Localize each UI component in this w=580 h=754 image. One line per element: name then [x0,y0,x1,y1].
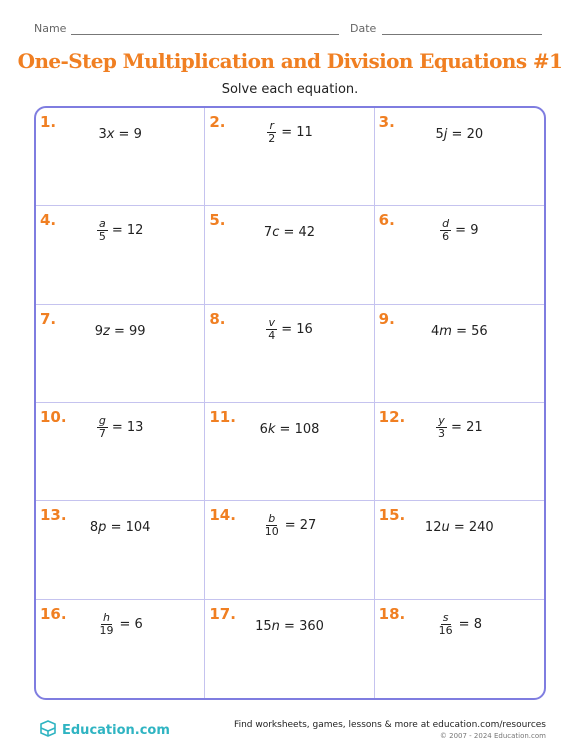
find-resources-text: Find worksheets, games, lessons & more at education.com/resources [234,720,546,730]
problem-cell[interactable] [375,501,544,599]
equals-sign: = [119,616,135,632]
equation [375,520,544,535]
right-hand-side: 6 [134,616,143,632]
equation [36,127,204,142]
equals-sign: = [451,323,472,339]
equation [205,225,373,240]
variable: h [103,610,110,624]
footer-info [234,720,546,740]
right-hand-side: 104 [125,520,151,536]
fraction [266,317,277,342]
right-hand-side: 20 [466,127,484,142]
problem-cell[interactable] [375,600,544,698]
instructions: Solve each equation. [221,82,359,97]
problem-number: 17. [209,604,236,623]
equals-sign: = [447,127,467,142]
coefficient: 5 [435,127,444,142]
equals-sign: = [455,223,471,239]
problem-cell[interactable] [205,501,374,599]
variable: u [441,520,450,536]
fraction [436,415,447,440]
problem-number: 11. [209,408,236,426]
equals-sign: = [106,520,126,536]
equation [36,415,204,440]
right-hand-side: 11 [296,125,313,140]
fraction [437,612,455,637]
fraction [97,218,108,243]
problem-cell[interactable] [375,108,544,206]
problem-cell[interactable] [205,108,374,206]
right-hand-side: 13 [126,420,144,435]
coefficient: 8 [89,520,99,536]
variable: d [442,217,450,231]
equation [36,218,204,243]
denominator: 4 [268,328,276,342]
variable: a [99,217,106,231]
fraction [97,415,108,440]
right-hand-side: 99 [129,323,146,339]
problem-cell[interactable] [36,206,205,304]
problem-cell[interactable] [36,403,205,501]
equation [205,422,373,437]
right-hand-side: 56 [471,323,488,339]
problem-cell[interactable] [205,403,374,501]
problem-number: 13. [40,506,67,525]
problem-number: 10. [40,408,67,426]
date-label: Date [350,22,377,35]
problem-number: 6. [378,211,395,230]
equals-sign: = [111,420,127,435]
coefficient: 9 [94,323,104,339]
right-hand-side: 16 [296,321,313,337]
variable: n [271,618,280,634]
right-hand-side: 21 [466,420,483,435]
problem-number: 15. [378,506,406,525]
variable: y [438,414,445,427]
problem-cell[interactable] [36,600,205,698]
variable: c [272,225,280,241]
equation [205,120,373,145]
right-hand-side: 240 [468,520,494,536]
problem-number: 2. [209,113,226,131]
equation [205,513,373,538]
denominator: 3 [438,427,446,440]
problem-number: 8. [209,309,226,328]
denominator: 6 [442,230,450,244]
problem-number: 3. [378,113,395,131]
coefficient: 15 [255,618,272,634]
equals-sign: = [279,225,299,241]
problem-number: 9. [378,309,395,328]
problem-number: 5. [209,211,226,230]
variable: p [98,520,107,536]
equation [375,127,544,142]
variable: v [268,315,275,329]
equation [375,415,544,440]
problem-grid [34,106,546,700]
right-hand-side: 8 [473,616,482,632]
denominator: 10 [264,525,279,539]
equation [375,324,544,339]
equation [36,612,204,637]
problem-number: 14. [209,506,236,525]
variable: m [439,323,452,339]
date-line[interactable] [382,34,542,35]
logo-text: Education.com [62,722,170,738]
problem-cell[interactable] [36,501,205,599]
equals-sign: = [114,127,134,142]
coefficient: 3 [98,127,107,142]
equation [375,612,544,637]
problem-number: 12. [378,408,406,426]
problem-cell[interactable] [36,108,205,206]
equation [205,619,373,634]
problem-cell[interactable] [36,305,205,403]
fraction [440,218,451,243]
equation [36,520,204,535]
right-hand-side: 42 [298,225,316,241]
denominator: 7 [98,427,106,440]
name-label: Name [34,22,67,35]
problem-cell[interactable] [205,600,374,698]
equals-sign: = [284,518,300,534]
problem-cell[interactable] [375,403,544,501]
worksheet-title: One-Step Multiplication and Division Equations #1 [17,49,563,73]
problem-cell[interactable] [205,305,374,403]
problem-number: 18. [378,604,406,623]
equation [205,317,373,342]
coefficient: 7 [263,225,273,241]
equals-sign: = [281,321,297,337]
fraction [98,612,116,637]
problem-number: 4. [40,211,57,230]
problem-number: 7. [40,309,57,328]
right-hand-side: 9 [133,127,142,142]
denominator: 16 [438,623,453,637]
denominator: 2 [268,132,276,145]
education-logo [38,720,170,740]
right-hand-side: 108 [294,422,320,437]
right-hand-side: 27 [299,518,317,534]
variable: b [268,512,276,526]
coefficient: 12 [424,520,442,536]
equals-sign: = [458,616,474,632]
copyright-text: © 2007 - 2024 Education.com [439,732,546,740]
right-hand-side: 360 [299,618,324,634]
equals-sign: = [279,618,300,634]
variable: j [443,127,448,142]
right-hand-side: 12 [126,223,144,239]
denominator: 5 [98,230,106,244]
equals-sign: = [111,223,127,239]
right-hand-side: 9 [470,223,479,239]
problem-cell[interactable] [375,305,544,403]
equation [375,218,544,243]
education-book-icon [38,720,58,740]
problem-cell[interactable] [205,206,374,304]
variable: z [103,323,110,339]
fraction [266,120,277,145]
equals-sign: = [275,422,295,437]
variable: k [267,422,276,437]
equals-sign: = [281,125,297,140]
variable: r [269,119,274,132]
problem-number: 1. [40,113,57,131]
equals-sign: = [449,520,469,536]
equals-sign: = [109,323,130,339]
problem-number: 16. [40,604,67,623]
denominator: 19 [99,623,114,637]
name-line[interactable] [71,34,339,35]
coefficient: 4 [430,323,440,339]
equals-sign: = [451,420,467,435]
variable: x [106,127,115,142]
variable: g [98,414,106,427]
equation [36,324,204,339]
fraction [263,513,281,538]
variable: s [442,610,449,624]
coefficient: 6 [259,422,268,437]
problem-cell[interactable] [375,206,544,304]
